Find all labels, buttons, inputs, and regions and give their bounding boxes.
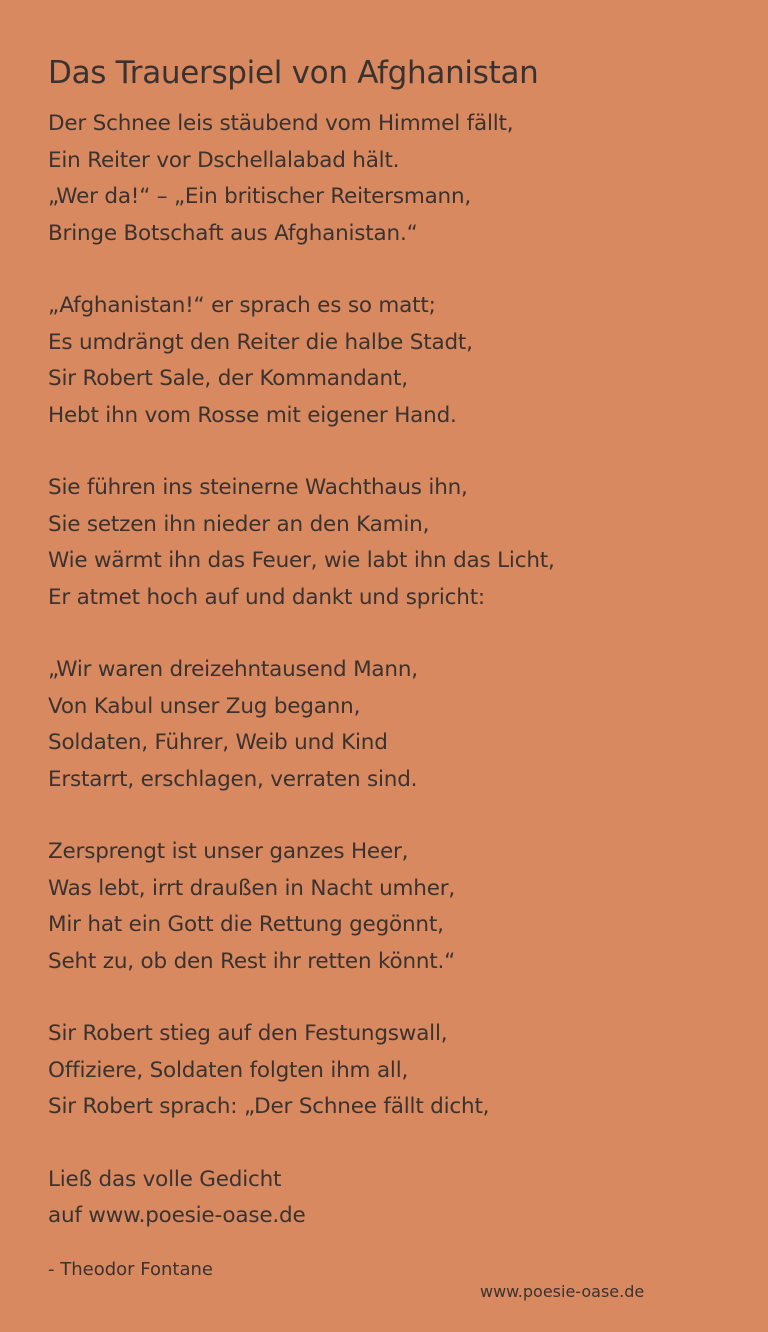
poem-line: Offiziere, Soldaten folgten ihm all, [48, 1057, 409, 1083]
poem-line: Sir Robert stieg auf den Festungswall, [48, 1021, 448, 1046]
poem-line: Bringe Botschaft aus Afghanistan.“ [48, 220, 418, 246]
stanza [48, 1016, 738, 1126]
poem-line: „Afghanistan!“ er sprach es so matt; [48, 293, 436, 318]
poem-title: Das Trauerspiel von Afghanistan [48, 55, 539, 91]
poem-line: Sir Robert Sale, der Kommandant, [48, 366, 408, 391]
poem-line: Erstarrt, erschlagen, verraten sind. [48, 766, 418, 792]
read-more-line: Ließ das volle Gedicht [48, 1166, 282, 1192]
stanza [48, 652, 738, 798]
poem-line: Es umdrängt den Reiter die halbe Stadt, [48, 329, 473, 355]
poem-line: Sie setzen ihn nieder an den Kamin, [48, 511, 430, 537]
poem-line: Hebt ihn vom Rosse mit eigener Hand. [48, 402, 457, 428]
poem-line: Soldaten, Führer, Weib und Kind [48, 730, 388, 755]
poem-line: Er atmet hoch auf und dankt und spricht: [48, 584, 485, 610]
stanza [48, 106, 738, 252]
read-more-note [48, 1162, 738, 1235]
poem-line: Zersprengt ist unser ganzes Heer, [48, 839, 409, 864]
stanza [48, 288, 738, 434]
poem-line: Sie führen ins steinerne Wachthaus ihn, [48, 475, 468, 500]
poem-line: „Wer da!“ – „Ein britischer Reitersmann, [48, 184, 472, 209]
poem-line: Ein Reiter vor Dschellalabad hält. [48, 147, 400, 173]
stanza [48, 470, 738, 616]
poem-author: - Theodor Fontane [48, 1259, 213, 1280]
poem-line: Von Kabul unser Zug begann, [48, 693, 361, 719]
poem [48, 50, 738, 1271]
poem-line: „Wir waren dreizehntausend Mann, [48, 657, 418, 682]
read-more-link-line: auf www.poesie-oase.de [48, 1203, 306, 1228]
poem-line: Was lebt, irrt draußen in Nacht umher, [48, 875, 455, 901]
poem-line: Wie wärmt ihn das Feuer, wie labt ihn das Licht, [48, 548, 555, 573]
poem-line: Sir Robert sprach: „Der Schnee fällt dicht, [48, 1094, 490, 1119]
poem-line: Seht zu, ob den Rest ihr retten könnt.“ [48, 948, 456, 974]
site-watermark: www.poesie-oase.de [480, 1282, 645, 1301]
poem-line: Mir hat ein Gott die Rettung gegönnt, [48, 912, 444, 937]
stanza [48, 834, 738, 980]
poem-line: Der Schnee leis stäubend vom Himmel fällt, [48, 111, 514, 136]
